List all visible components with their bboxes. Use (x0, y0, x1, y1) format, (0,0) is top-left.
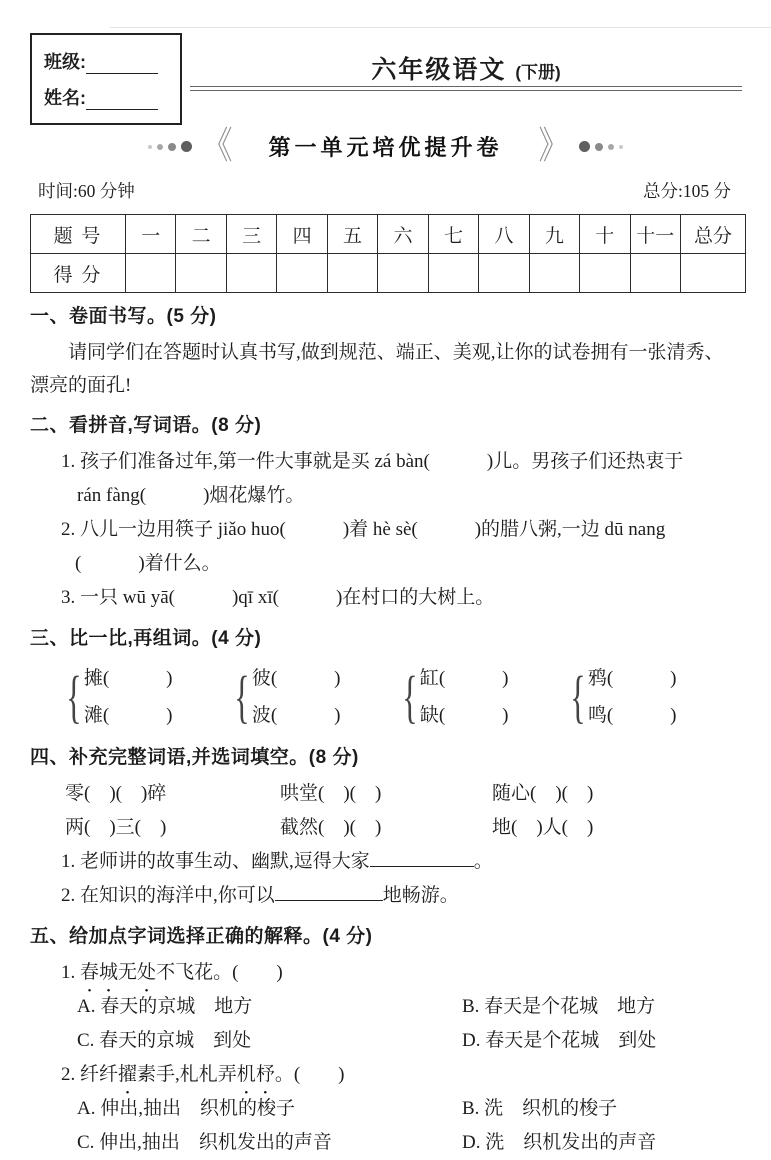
class-blank-line (86, 55, 158, 74)
dot-icon (619, 145, 623, 149)
section1-paragraph-line1: 请同学们在答题时认真书写,做到规范、端正、美观,让你的试卷拥有一张清秀、 (68, 342, 724, 363)
score-cell (428, 254, 478, 293)
section5-heading: 五、给加点字词选择正确的解释。(4 分) (30, 926, 373, 947)
right-dots-decoration (579, 141, 623, 152)
question-number-row (31, 215, 746, 254)
score-row (31, 254, 746, 293)
plain-char: 素手,札札弄 (137, 1064, 237, 1085)
word-pair-top: 摊( ) (83, 668, 173, 689)
col-header: 十 (580, 215, 630, 254)
idiom-blank: 两( )三( ) (65, 817, 167, 838)
question-tail: 不飞花。( ) (156, 962, 283, 983)
idiom-fill-row1 (65, 777, 746, 811)
brace-icon: { (66, 664, 82, 729)
fill-sentence-2-end: 地畅游。 (382, 885, 459, 906)
paper-body (30, 214, 746, 1160)
word-pair-top: 鸦( ) (587, 668, 677, 689)
question-tail: 。( ) (274, 1064, 345, 1085)
word-pair-group (396, 660, 564, 734)
meta-row (38, 178, 731, 203)
section2-heading: 二、看拼音,写词语。(8 分) (30, 415, 262, 436)
score-cell (630, 254, 680, 293)
option-b: B. 春天是个花城 地方 (462, 996, 656, 1017)
col-header: 五 (327, 215, 377, 254)
question-number-label: 题 号 (31, 215, 126, 254)
pinyin-item-1-line1: 1. 孩子们准备过年,第一件大事就是买 zá bàn( )儿。男孩子们还热衷于 (61, 451, 684, 472)
option-b: B. 洗 织机的梭子 (462, 1098, 618, 1119)
idiom-fill-row2 (65, 811, 746, 845)
col-header: 十一 (630, 215, 680, 254)
pinyin-item-2-line2: ( )着什么。 (75, 553, 221, 574)
col-header: 八 (479, 215, 529, 254)
score-cell (378, 254, 428, 293)
score-cell (327, 254, 377, 293)
col-header: 六 (378, 215, 428, 254)
question-number: 2. (61, 1064, 80, 1085)
brace-icon: { (234, 664, 250, 729)
score-cell (226, 254, 276, 293)
left-dots-decoration (148, 141, 192, 152)
dotted-char: 城 (99, 962, 119, 983)
total-score: 总分:105 分 (643, 181, 731, 201)
col-header: 一 (126, 215, 176, 254)
word-pair-group (60, 660, 228, 734)
col-header: 九 (529, 215, 579, 254)
word-pair-top: 缸( ) (419, 668, 509, 689)
score-cell (126, 254, 176, 293)
dot-icon (157, 144, 163, 150)
name-blank-line (86, 91, 158, 110)
unit-banner-title: 第一单元培优提升卷 (268, 135, 503, 160)
word-pair-group (228, 660, 396, 734)
option-a: A. 伸出,抽出 织机的梭子 (77, 1098, 295, 1119)
fill-sentence-2 (30, 879, 746, 913)
dot-icon (181, 141, 192, 152)
word-pair-bottom: 滩( ) (83, 705, 173, 726)
fill-sentence-1-text: 1. 老师讲的故事生动、幽默,逗得大家 (61, 851, 370, 872)
score-cell (681, 254, 746, 293)
paper-title (190, 50, 742, 86)
col-header: 七 (428, 215, 478, 254)
score-cell (176, 254, 226, 293)
option-c: C. 伸出,抽出 织机发出的声音 (77, 1132, 332, 1153)
dot-icon (608, 144, 614, 150)
option-c: C. 春天的京城 到处 (77, 1030, 252, 1051)
word-pair-group (564, 660, 732, 734)
dotted-char: 春 (80, 962, 100, 983)
col-header: 四 (277, 215, 327, 254)
idiom-blank: 零( )( )碎 (65, 783, 167, 804)
brace-icon: { (570, 664, 586, 729)
word-pair-bottom: 波( ) (251, 705, 341, 726)
fill-sentence-1 (30, 845, 746, 879)
dot-icon (148, 145, 152, 149)
name-row (44, 84, 172, 110)
dotted-char: 杼 (255, 1064, 275, 1085)
col-header-total: 总分 (681, 215, 746, 254)
time-limit: 时间:60 分钟 (38, 181, 135, 201)
section1-heading: 一、卷面书写。(5 分) (30, 306, 217, 327)
score-cell (277, 254, 327, 293)
title-double-rule (190, 86, 742, 91)
idiom-blank: 截然( )( ) (280, 817, 382, 838)
word-pairs-row (60, 660, 746, 734)
class-row (44, 48, 172, 74)
question-number: 1. (61, 962, 80, 983)
word-pair-bottom: 缺( ) (419, 705, 509, 726)
fill-sentence-1-end: 。 (473, 851, 493, 872)
dotted-char: 处 (137, 962, 157, 983)
dot-icon (579, 141, 590, 152)
pinyin-item-2-line1: 2. 八儿一边用筷子 jiǎo huo( )着 hè sè( )的腊八粥,一边 dū nang (61, 519, 666, 540)
answer-blank-line (275, 881, 383, 901)
choice-options-q1 (77, 990, 746, 1058)
col-header: 二 (176, 215, 226, 254)
fill-sentence-2-text: 2. 在知识的海洋中,你可以 (61, 885, 275, 906)
plain-char: 纤纤 (80, 1064, 119, 1085)
dot-icon (168, 143, 176, 151)
pinyin-item-1-line2: rán fàng( )烟花爆竹。 (77, 485, 305, 506)
paper-title-volume: (下册) (515, 63, 561, 82)
top-divider (110, 27, 771, 28)
student-info-box (30, 33, 182, 125)
word-pair-top: 彼( ) (251, 668, 341, 689)
brace-icon: { (402, 664, 418, 729)
dotted-char: 擢 (118, 1064, 138, 1085)
right-flourish-icon: 》 (538, 125, 569, 167)
answer-blank-line (370, 847, 474, 867)
choice-question-2 (30, 1058, 746, 1092)
option-d: D. 洗 织机发出的声音 (462, 1132, 657, 1153)
choice-question-1 (30, 956, 746, 990)
left-flourish-icon: 《 (202, 125, 233, 167)
col-header: 三 (226, 215, 276, 254)
option-d: D. 春天是个花城 到处 (462, 1030, 657, 1051)
idiom-blank: 哄堂( )( ) (280, 783, 382, 804)
score-label: 得 分 (31, 254, 126, 293)
idiom-blank: 随心( )( ) (492, 783, 594, 804)
score-table (30, 214, 746, 293)
class-label: 班级: (44, 52, 86, 72)
score-cell (479, 254, 529, 293)
dotted-char: 机 (236, 1064, 256, 1085)
section3-heading: 三、比一比,再组词。(4 分) (30, 628, 262, 649)
word-pair-bottom: 鸣( ) (587, 705, 677, 726)
pinyin-item-3: 3. 一只 wū yā( )qī xī( )在村口的大树上。 (61, 587, 495, 608)
plain-char: 无 (118, 962, 138, 983)
section1-paragraph-line2: 漂亮的面孔! (30, 375, 132, 396)
option-a: A. 春天的京城 地方 (77, 996, 253, 1017)
unit-banner (0, 125, 771, 167)
choice-options-q2 (77, 1092, 746, 1160)
section4-heading: 四、补充完整词语,并选词填空。(8 分) (30, 747, 359, 768)
score-cell (529, 254, 579, 293)
score-cell (580, 254, 630, 293)
dot-icon (595, 143, 603, 151)
name-label: 姓名: (44, 88, 86, 108)
idiom-blank: 地( )人( ) (492, 817, 594, 838)
paper-title-main: 六年级语文 (371, 56, 507, 84)
